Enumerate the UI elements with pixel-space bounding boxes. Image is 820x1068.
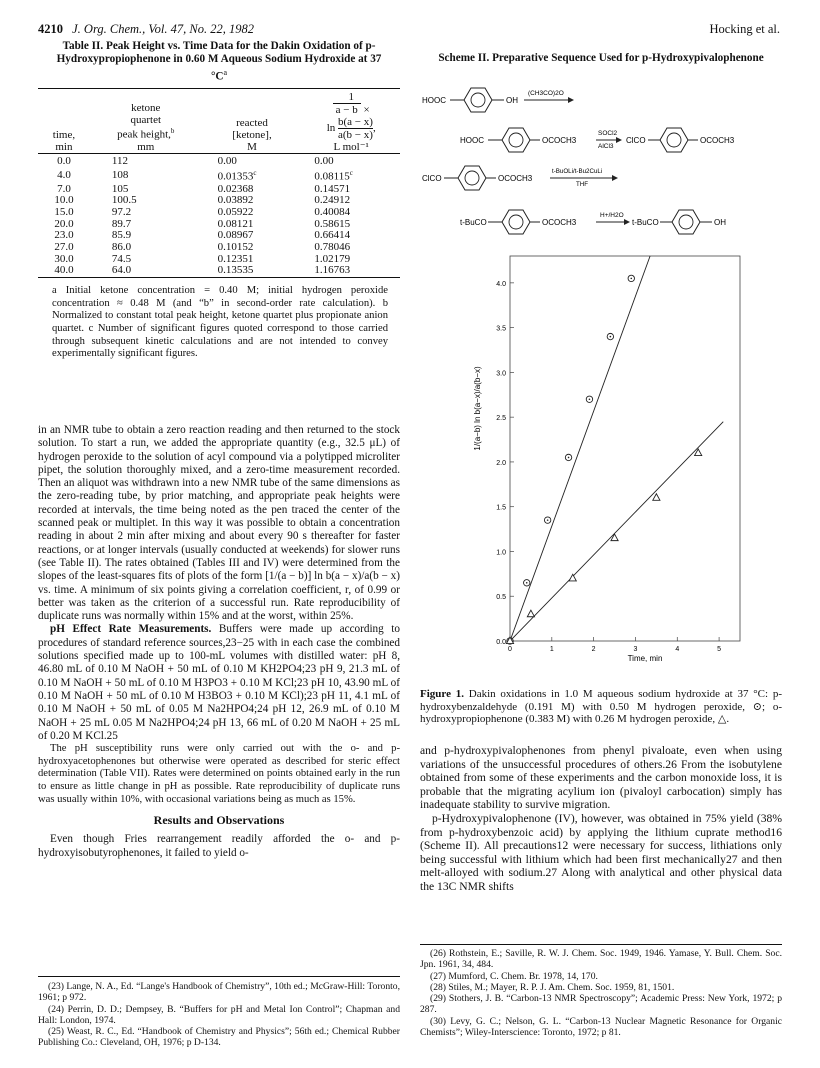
reference-27: (27) Mumford, C. Chem. Br. 1978, 14, 170. — [430, 970, 598, 982]
x-tick-label: 0 — [508, 646, 512, 653]
table-cell: 0.78046 — [314, 241, 351, 254]
x-tick-label: 3 — [633, 646, 638, 653]
scheme-title: Scheme II. Preparative Sequence Used for p-Hydroxypivalophenone — [438, 52, 764, 64]
data-point-circle — [607, 333, 613, 339]
table-row — [38, 242, 400, 254]
left-body-text — [38, 424, 400, 860]
y-tick-label: 0.0 — [496, 639, 506, 646]
r2-left-group: HOOC — [460, 136, 484, 145]
y-tick-label: 3.5 — [496, 325, 506, 333]
reference-23: (23) Lange, N. A., Ed. “Lange's Handbook of Chemistry”, 10th ed.; McGraw-Hill: Toronto, 1961; p 972. — [38, 981, 400, 1004]
paragraph-1: in an NMR tube to obtain a zero reaction reading and then returned to the stock solution. To start a run, we added the appropriate quantity (e.g., 32.5 μL) of hydrogen peroxide to the solution of acyl compound via a polytipped microliter pipet, the solution thoroughly mixed, and a zero-time measurement recorded. Then an aliquot was withdrawn into a new NMR tube of the same dimensions as the zero-reading tube, by prior matching, and appropriate peak heights were recorded at intervals, the time being noted as the pen traced the center of the scanned peak or multiplet. In this way it was possible to obtain a concentration reading in about 2 min after mixing and about every 90 s thereafter for faster reactions, or at longer intervals (usually conducted at weekends) for slower runs (see Table II). The rates obtained (Tables III and IV) were determined from the slopes of the least-squares fits of plots of the form [1/(a − b)] ln b(a − x)/a(b − x) vs. time. A minimum of six points giving a correlation coefficient, r, of 0.99 or better was taken as the criterion of a successful run. Rate reproducibility of duplicate runs was normally within 15% and at the worst, within 25%. — [38, 424, 400, 623]
r2-right-group: OCOCH3 — [542, 136, 577, 145]
table-cell: 74.5 — [111, 252, 132, 265]
col-time-header: time, min — [52, 129, 76, 153]
x-tick-label: 2 — [591, 646, 596, 653]
r1-left-group: HOOC — [422, 96, 446, 105]
col-ketone-header: reacted [ketone], M — [232, 117, 272, 153]
y-tick-label: 4.0 — [496, 280, 506, 288]
paragraph-6: p-Hydroxypivalophenone (IV), however, was obtained in 75% yield (38% from p-hydroxybenzoic acid) by applying the lithium cuprate method16 (Scheme II). All precautions12 were necessary for success, lithiations only being successful with lithium which had been first mechanically27 and then melt-alloyed with sodium.27 Along with analytical and other physical data the 13C NMR shifts — [420, 811, 782, 893]
r4-left-group: t-BuCO — [460, 218, 487, 227]
r2-product-left: ClCO — [626, 136, 646, 145]
table-cell: 0.00 — [314, 155, 334, 168]
table-cell: 1.02179 — [314, 252, 351, 265]
data-point-circle — [628, 275, 634, 281]
reference-24: (24) Perrin, D. D.; Dempsey, B. “Buffers for pH and Metal Ion Control”; Chapman and Hall: London, 1974. — [38, 1003, 400, 1026]
table-cell: 30.0 — [54, 252, 74, 265]
reference-29: (29) Stothers, J. B. “Carbon-13 NMR Spectroscopy”; Academic Press: New York, 1972; p 287. — [420, 993, 782, 1016]
table-cell: 64.0 — [111, 264, 132, 277]
table-cell: 0.01353$^c$ — [217, 169, 257, 183]
paragraph-2: Buffers were made up according to procedures of standard reference sources,23−25 with in each case the combined solutions specified made up to 100-mL volumes with distilled water: pH 8, 46.80 mL of 0.10 M NaOH + 50 mL of 0.10 M KH2PO4;23 pH 9, 21.3 mL of 0.10 M NaOH + 50 mL of 0.10 M H3PO3 + 0.10 M KCl;23 pH 10, 43.90 mL of 0.10 M NaOH + 50 mL of 0.10 M H3BO3 + 0.10 M KCl);23 pH 11, 4.1 mL of 0.10 M NaOH + 50 mL of 0.05 M Na2HPO4;24 pH 12, 26.9 mL of 0.10 M NaOH + 25 mL 0.05 M Na2HPO4;24 pH 13, 66 mL of 0.20 M NaOH + 25 mL of 0.20 M KCl.25 — [38, 623, 400, 742]
table-body — [38, 156, 400, 277]
x-tick-label: 1 — [549, 646, 554, 653]
chart-points — [506, 275, 701, 644]
table-cell: 97.2 — [111, 205, 132, 218]
table-row — [38, 265, 400, 277]
x-tick-label: 4 — [675, 646, 680, 653]
table-cell: 23.0 — [54, 229, 74, 242]
table-cell: 0.13535 — [217, 264, 254, 277]
y-tick-label: 2.5 — [496, 415, 506, 423]
table-cell: 40.0 — [54, 264, 74, 277]
table-cell: 15.0 — [54, 205, 74, 218]
table-cell: 0.58615 — [314, 217, 351, 230]
table-title: Table II. Peak Height vs. Time Data for the Dakin Oxidation of p-Hydroxypropiophenone in 0.60 M Aqueous Sodium Hydroxide at 37 $^\circ C^a$ — [56, 40, 382, 83]
r1-reagent: (CH3CO)2O — [528, 90, 564, 97]
r4-right-group: OCOCH3 — [542, 218, 577, 227]
table-cell: 112 — [111, 155, 128, 168]
y-tick-label: 1.0 — [496, 549, 506, 557]
table-cell: 4.0 — [57, 168, 71, 181]
reference-30: (30) Levy, G. C.; Nelson, G. L. “Carbon-13 Nuclear Magnetic Resonance for Organic Chemists”; Wiley-Interscience: Toronto, 1972; p 81. — [420, 1015, 782, 1039]
table-cell: 0.05922 — [217, 205, 254, 218]
y-tick-label: 3.0 — [496, 370, 506, 378]
figure-caption-text: Dakin oxidations in 1.0 M aqueous sodium hydroxide at 37 °C: p-hydroxybenzaldehyde (0.191 M) with 0.50 M hydrogen peroxide, ⊙; o-hydroxypropiophenone (0.383 M) with 0.26 M hydrogen peroxide, △. — [420, 688, 783, 726]
table-cell: 7.0 — [57, 182, 71, 195]
data-table — [38, 91, 400, 279]
table-ii — [38, 40, 400, 361]
data-point-circle — [586, 396, 592, 402]
data-point-circle — [565, 454, 571, 460]
r2-reagent-top: SOCl2 — [598, 130, 618, 137]
table-cell: 0.14571 — [314, 182, 351, 195]
table-cell: 100.5 — [111, 194, 137, 207]
table-cell: 86.0 — [111, 241, 132, 254]
table-cell: 0.08967 — [217, 229, 254, 242]
page-header — [38, 22, 254, 37]
paragraph-5: and p-hydroxypivalophenones from phenyl pivaloate, even when using variations of the unsuccessful procedures of others.26 From the isobutylene obtained from some of these experiments and the carbon monoxide loss, it is probable that the migrating acylium ion (pivaloyl carbocation) simply has inadequate stability to survive migration. — [420, 744, 782, 812]
subsection-heading: pH Effect Rate Measurements. — [50, 623, 212, 636]
data-point-triangle — [569, 574, 576, 581]
y-axis-label: 1/(a−b) ln b(a−x)/a(b−x) — [473, 366, 482, 451]
table-cell: 0.00 — [217, 155, 237, 168]
table-cell: 0.24912 — [314, 194, 351, 207]
y-tick-label: 1.5 — [496, 504, 506, 512]
page-number: 4210 — [38, 22, 63, 36]
reference-25: (25) Weast, R. C., Ed. “Handbook of Chemistry and Physics”; 56th ed.; Chemical Rubber Publishing Co.: Cleveland, OH, 1976; p D-134. — [38, 1026, 400, 1049]
r4-product-left: t-BuCO — [632, 218, 659, 227]
y-tick-label: 2.0 — [496, 459, 506, 467]
table-cell: 108 — [111, 168, 129, 181]
paragraph-4: Even though Fries rearrangement readily afforded the o- and p-hydroxyisobutyrophenones, it failed to yield o- — [38, 833, 400, 859]
table-row — [38, 156, 400, 168]
left-references — [38, 981, 400, 1049]
plot-frame — [510, 256, 740, 641]
r4-product-right: OH — [714, 218, 726, 227]
reference-26: (26) Rothstein, E.; Saville, R. W. J. Chem. Soc. 1949, 1946. Yamase, Y. Bull. Chem. Soc. Jpn. 1961, 34, 484. — [420, 948, 782, 971]
table-cell: 0.03892 — [217, 194, 254, 207]
data-point-triangle — [527, 610, 534, 617]
r2-reagent-bottom: AlCl3 — [598, 143, 614, 150]
table-footnotes: a Initial ketone concentration = 0.40 M; initial hydrogen peroxide concentration ≈ 0.48 M (and “b” in second-order rate calculation). b Normalized to constant total peak height, ketone quartet plus propionate anion quartet. c Number of significant figures quoted correspond to those carried through subsequent kinetic calculations and are not intended to convey experimentally significant figures. — [52, 285, 388, 360]
table-cell: 85.9 — [111, 229, 132, 242]
x-axis-label: Time, min — [627, 654, 663, 663]
table-cell: 105 — [111, 182, 129, 195]
data-point-circle — [544, 517, 550, 523]
paragraph-3: The pH susceptibility runs were only carried out with the o- and p-hydroxyacetophenones but otherwise were operated as described for steric effect determination (Table VII). Rates were determined on points obtained early in the run to ensure as little change in pH as possible. Rate reproducibility of duplicate runs was usually within 10%, with occasional variations being as much as 15%. — [38, 743, 400, 805]
right-body-text — [420, 744, 782, 894]
y-tick-label: 0.5 — [496, 594, 506, 602]
chart-fit-lines — [510, 256, 723, 641]
table-row — [38, 168, 400, 183]
table-cell: 0.66414 — [314, 229, 351, 242]
running-authors: Hocking et al. — [709, 22, 780, 36]
table-cell: 1.16763 — [314, 264, 351, 277]
figure-label: Figure 1. — [420, 688, 464, 700]
data-point-circle — [524, 580, 530, 586]
table-cell: 0.10152 — [217, 241, 254, 254]
reference-28: (28) Stiles, M.; Mayer, R. P. J. Am. Chem. Soc. 1959, 81, 1501. — [430, 981, 675, 993]
table-cell: 0.0 — [57, 155, 71, 168]
table-cell: 20.0 — [54, 217, 74, 230]
chart-axes — [496, 256, 740, 653]
table-cell: 0.40084 — [314, 205, 351, 218]
r3-right-group: OCOCH3 — [498, 174, 533, 183]
figure-caption — [420, 688, 782, 726]
r3-reagent-top: t-BuOLi/t-Bu2CuLi — [552, 168, 603, 175]
section-heading: Results and Observations — [153, 813, 285, 828]
table-cell: 27.0 — [54, 241, 74, 254]
fit-line-series-1 — [510, 256, 650, 641]
col-peak-header: ketone quartet peak height,$^b$ mm — [117, 101, 175, 153]
r3-reagent-bottom: THF — [576, 181, 589, 188]
data-point-triangle — [653, 494, 660, 501]
table-cell: 0.08115$^c$ — [314, 169, 353, 183]
r3-left-group: ClCO — [422, 174, 442, 183]
table-cell: 10.0 — [54, 194, 74, 207]
scheme-ii-diagram — [420, 84, 790, 246]
r2-product-right: OCOCH3 — [700, 136, 735, 145]
table-cell: 0.12351 — [217, 252, 254, 265]
data-point-triangle — [611, 534, 618, 541]
fit-line-series-2 — [510, 422, 723, 641]
figure-1-chart — [440, 246, 760, 678]
journal-citation: J. Org. Chem., Vol. 47, No. 22, 1982 — [72, 22, 254, 36]
r4-reagent: H+/H2O — [600, 212, 624, 219]
table-header-row — [38, 91, 400, 154]
table-cell: 89.7 — [111, 217, 132, 230]
right-references — [420, 948, 782, 1038]
table-cell: 0.02368 — [217, 182, 254, 195]
table-cell: 0.08121 — [217, 217, 254, 230]
col-ln-header: 1 a − b × $\ln \frac{b(a - x)}{a(b - x)}$, L mol⁻¹ — [326, 90, 376, 153]
x-tick-label: 5 — [717, 646, 722, 653]
table-row — [38, 207, 400, 219]
r1-right-group: OH — [506, 96, 518, 105]
